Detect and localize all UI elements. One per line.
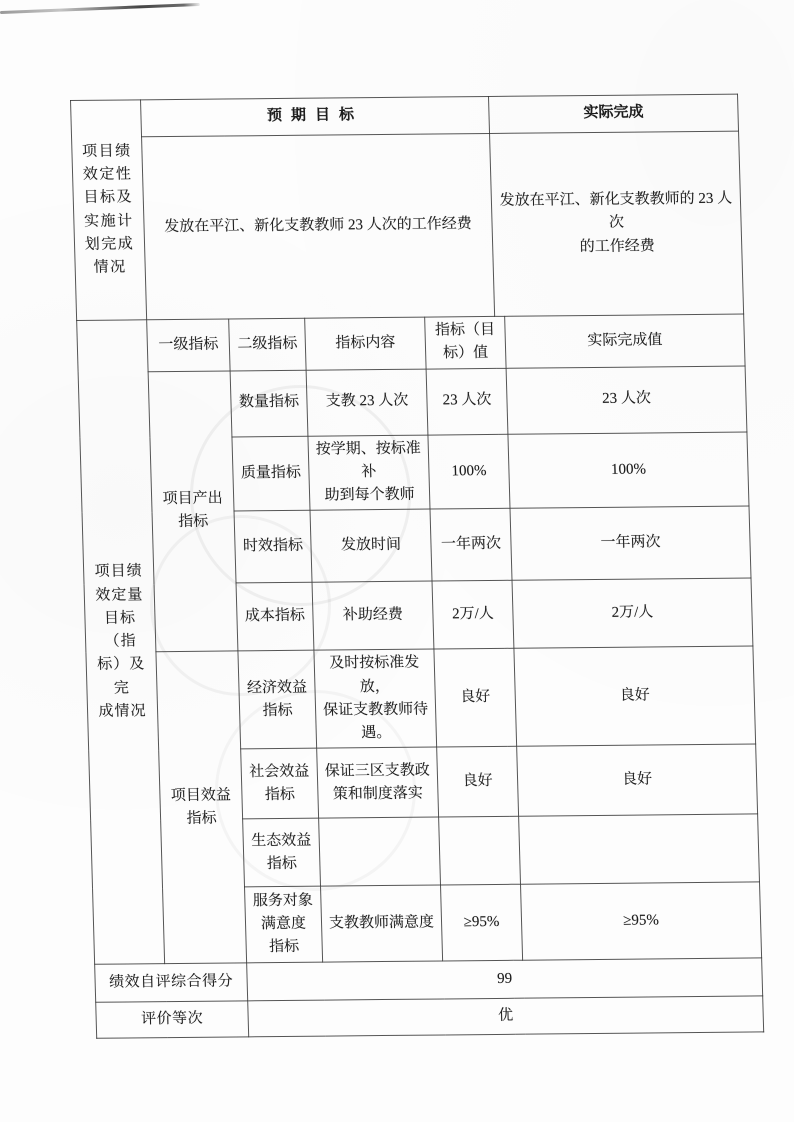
level2-cell: 数量指标 — [230, 370, 308, 437]
level2-cell: 时效指标 — [234, 510, 312, 583]
grade-label: 评价等次 — [96, 1001, 249, 1038]
actual-completion-header: 实际完成 — [489, 94, 739, 133]
actual-cell: 100% — [508, 432, 749, 509]
level2-cell: 质量指标 — [232, 436, 310, 511]
target-cell: 良好 — [437, 746, 519, 817]
quantitative-row-header: 项目绩 效定量 目标（指 标）及完 成情况 — [77, 320, 165, 965]
level2-cell: 社会效益 指标 — [241, 748, 319, 819]
level2-cell: 成本指标 — [236, 582, 314, 651]
content-cell: 发放时间 — [310, 509, 432, 582]
score-label: 绩效自评综合得分 — [95, 963, 248, 1002]
self-evaluation-score-row — [95, 958, 763, 1002]
content-cell: 保证三区支教政 策和制度落实 — [317, 747, 439, 818]
target-cell: 100% — [428, 434, 510, 510]
level1-indicator-header: 一级指标 — [147, 319, 230, 371]
actual-value-header: 实际完成值 — [505, 314, 745, 368]
actual-cell: 23 人次 — [506, 366, 747, 434]
scan-streak-artifact — [0, 3, 200, 14]
content-cell: 按学期、按标准补 助到每个教师 — [308, 435, 430, 511]
target-cell: ≥95% — [441, 884, 523, 961]
performance-evaluation-table — [70, 94, 764, 1039]
content-cell: 支教教师满意度 — [321, 885, 443, 962]
target-cell: 一年两次 — [430, 509, 512, 582]
target-cell: 23 人次 — [426, 368, 508, 435]
actual-cell: 一年两次 — [510, 506, 751, 580]
target-cell — [439, 816, 521, 885]
expected-goal-header: 预期目标 — [141, 96, 490, 136]
actual-cell: 良好 — [514, 646, 756, 746]
economic-benefit-row — [86, 646, 756, 750]
benefit-indicator-group-label: 项目效益 指标 — [156, 651, 247, 964]
quantity-indicator-row — [78, 366, 747, 438]
actual-cell: ≥95% — [521, 882, 762, 960]
indicator-content-header: 指标内容 — [305, 317, 426, 370]
target-cell: 2万/人 — [432, 581, 514, 650]
level2-cell: 生态效益 指标 — [243, 818, 321, 887]
content-cell: 补助经费 — [312, 581, 434, 650]
actual-cell — [519, 814, 760, 884]
qualitative-header-row — [71, 94, 739, 137]
level2-cell: 服务对象 满意度 指标 — [245, 886, 323, 963]
content-cell: 及时按标准发放， 保证支教教师待 遇。 — [314, 649, 437, 748]
score-value: 99 — [247, 958, 763, 1001]
indicator-target-value-header: 指标（目 标）值 — [425, 316, 506, 368]
qualitative-row-header: 项目绩 效定性 目标及 实施计 划完成 情况 — [71, 100, 147, 321]
content-cell — [319, 817, 441, 886]
indicator-header-row — [77, 314, 745, 372]
level2-cell: 经济效益 指标 — [238, 650, 317, 749]
scan-warp-wrapper — [70, 94, 764, 1039]
evaluation-grade-row — [96, 996, 764, 1038]
qualitative-content-row — [72, 131, 744, 320]
actual-cell: 2万/人 — [512, 578, 753, 648]
expected-goal-text: 发放在平江、新化支教教师 23 人次的工作经费 — [142, 133, 495, 319]
grade-value: 优 — [248, 996, 764, 1037]
actual-cell: 良好 — [517, 744, 758, 816]
output-indicator-group-label: 项目产出 指标 — [148, 370, 238, 651]
content-cell: 支教 23 人次 — [306, 369, 428, 436]
target-cell: 良好 — [434, 649, 517, 748]
level2-indicator-header: 二级指标 — [229, 318, 306, 370]
actual-completion-text: 发放在平江、新化支教教师的 23 人次 的工作经费 — [490, 131, 744, 316]
